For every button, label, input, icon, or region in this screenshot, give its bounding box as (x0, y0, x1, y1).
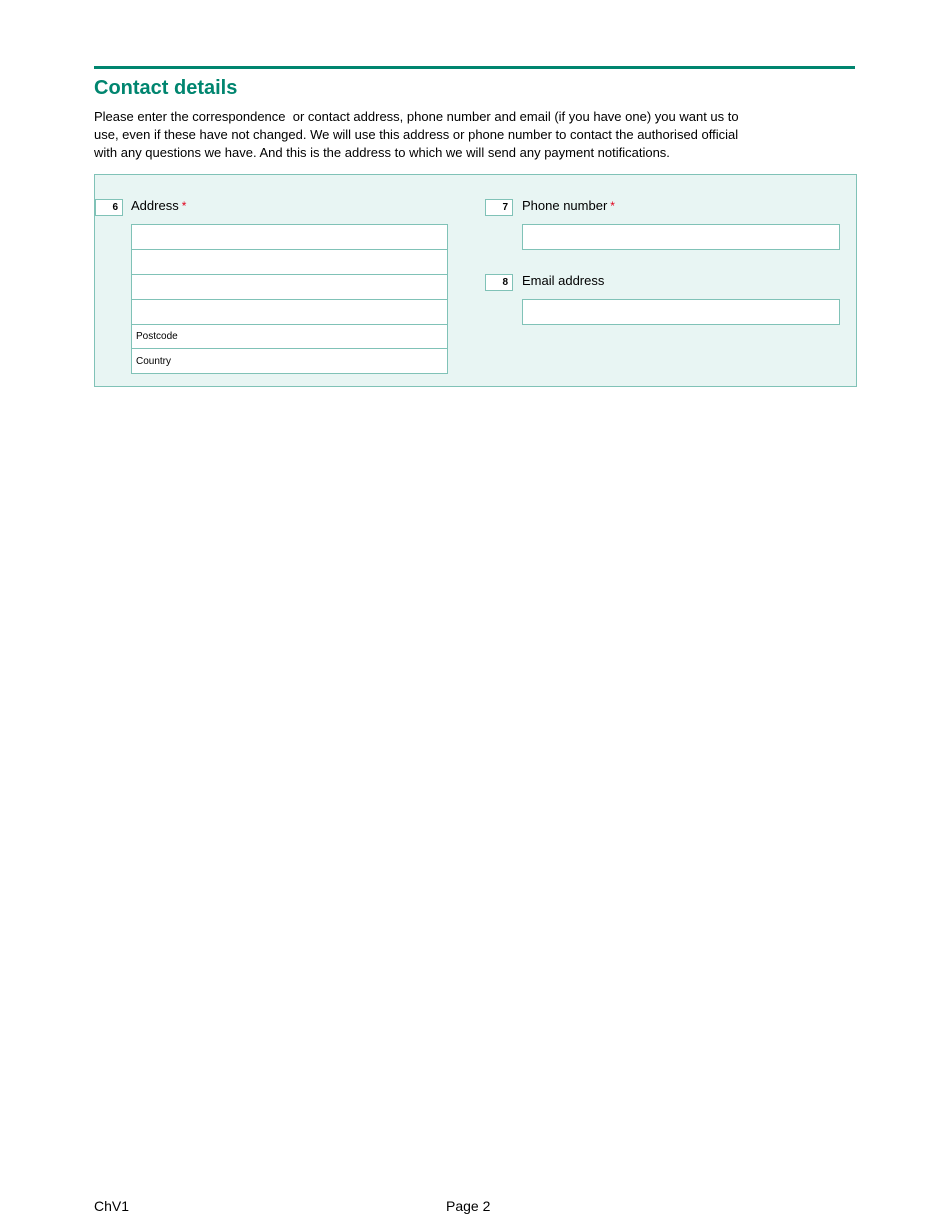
email-address-input[interactable] (522, 299, 840, 325)
address-label-text: Address (131, 198, 179, 213)
required-marker: * (610, 199, 615, 213)
question-number-8: 8 (485, 274, 513, 291)
contact-details-panel (94, 174, 857, 387)
country-input[interactable] (131, 348, 448, 374)
phone-number-input[interactable] (522, 224, 840, 250)
email-label (522, 273, 604, 289)
phone-label-text: Phone number (522, 198, 608, 213)
address-line-4-input[interactable] (131, 299, 448, 325)
intro-line: Please enter the correspondence or contact address, phone number and email (if you have one) you want us to (94, 109, 739, 124)
page-number: Page 2 (446, 1198, 491, 1214)
question-number-7: 7 (485, 199, 513, 216)
address-line-2-input[interactable] (131, 249, 448, 275)
question-number-6: 6 (95, 199, 123, 216)
section-intro (94, 108, 764, 162)
email-label-text: Email address (522, 273, 605, 288)
section-top-rule (94, 66, 855, 69)
phone-label (522, 198, 615, 214)
postcode-input[interactable] (131, 324, 448, 349)
section-title: Contact details (94, 77, 238, 99)
address-line-1-input[interactable] (131, 224, 448, 250)
required-marker: * (181, 199, 187, 213)
address-label (131, 198, 186, 214)
intro-line: use, even if these have not changed. We will use this address or phone number to contact the authorised official (94, 127, 739, 142)
intro-line: with any questions we have. And this is the address to which we will send any payment notifications. (94, 145, 670, 160)
address-line-3-input[interactable] (131, 274, 448, 300)
form-code: ChV1 (94, 1198, 130, 1214)
